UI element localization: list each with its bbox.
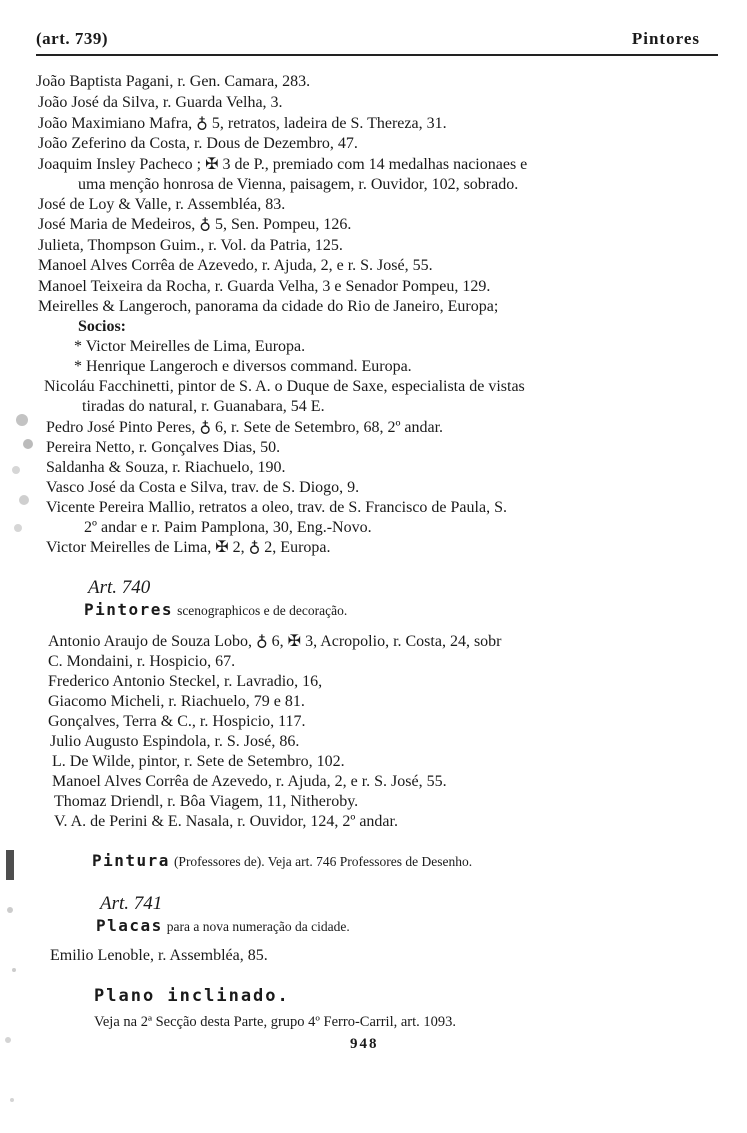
section-subtitle: para a nova numeração da cidade. <box>166 919 350 934</box>
list-item: Saldanha & Souza, r. Riachuelo, 190. <box>46 459 286 476</box>
article-label: Art. 740 <box>88 577 151 598</box>
list-item: Nicoláu Facchinetti, pintor de S. A. o Duque de Saxe, especialista de vistas <box>44 378 525 395</box>
list-item: uma menção honrosa de Vienna, paisagem, r. Ouvidor, 102, sobrado. <box>78 176 519 193</box>
list-item: * Victor Meirelles de Lima, Europa. <box>74 338 306 355</box>
list-item: Vicente Pereira Mallio, retratos a oleo, trav. de S. Francisco de Paula, S. <box>46 499 507 516</box>
list-item: Julieta, Thompson Guim., r. Vol. da Patria, 125. <box>38 237 343 254</box>
running-header <box>36 26 718 56</box>
list-item: * Henrique Langeroch e diversos command. Europa. <box>74 358 412 375</box>
section-title: Pintores <box>84 600 174 619</box>
margin-specks <box>0 400 40 550</box>
list-item: Gonçalves, Terra & C., r. Hospicio, 117. <box>48 713 306 730</box>
section-heading <box>84 600 347 619</box>
list-item: 2º andar e r. Paim Pamplona, 30, Eng.-Novo. <box>84 519 372 536</box>
list-item: Giacomo Micheli, r. Riachuelo, 79 e 81. <box>48 693 305 710</box>
header-title: Pintores <box>631 29 700 48</box>
header-article: (art. 739) <box>36 29 109 48</box>
section-title: Pintura <box>92 851 170 870</box>
list-item: Joaquim Insley Pacheco ; ✠ 3 de P., premiado com 14 medalhas nacionaes e <box>38 156 528 173</box>
section-subtitle: scenographicos e de decoração. <box>177 603 348 618</box>
list-item: João Zeferino da Costa, r. Dous de Dezembro, 47. <box>38 135 358 152</box>
list-item: Julio Augusto Espindola, r. S. José, 86. <box>50 733 300 750</box>
list-item: Pereira Netto, r. Gonçalves Dias, 50. <box>46 439 281 456</box>
list-item: Manoel Alves Corrêa de Azevedo, r. Ajuda, 2, e r. S. José, 55. <box>38 257 433 274</box>
list-item: V. A. de Perini & E. Nasala, r. Ouvidor, 124, 2º andar. <box>54 813 398 830</box>
list-item: Emilio Lenoble, r. Assembléa, 85. <box>50 947 268 964</box>
section-heading <box>92 851 472 870</box>
list-item: Vasco José da Costa e Silva, trav. de S. Diogo, 9. <box>46 479 360 496</box>
list-item: Meirelles & Langeroch, panorama da cidade do Rio de Janeiro, Europa; <box>38 298 499 315</box>
section-title: Plano inclinado. <box>94 986 290 1006</box>
list-item: Manoel Alves Corrêa de Azevedo, r. Ajuda, 2, e r. S. José, 55. <box>52 773 447 790</box>
list-item: Thomaz Driendl, r. Bôa Viagem, 11, Nitheroby. <box>54 793 359 810</box>
list-item: Socios: <box>78 318 126 335</box>
list-item: L. De Wilde, pintor, r. Sete de Setembro, 102. <box>52 753 345 770</box>
section-note: Veja na 2ª Secção desta Parte, grupo 4º Ferro-Carril, art. 1093. <box>94 1014 457 1030</box>
list-item: C. Mondaini, r. Hospicio, 67. <box>48 653 236 670</box>
list-item: Pedro José Pinto Peres, ♁ 6, r. Sete de Setembro, 68, 2º andar. <box>46 419 444 436</box>
article-label: Art. 741 <box>100 893 163 914</box>
list-item: Manoel Teixeira da Rocha, r. Guarda Velha, 3 e Senador Pompeu, 129. <box>38 278 491 295</box>
list-item: José de Loy & Valle, r. Assembléa, 83. <box>38 196 286 213</box>
list-item: Antonio Araujo de Souza Lobo, ♁ 6, ✠ 3, Acropolio, r. Costa, 24, sobr <box>48 633 502 650</box>
section-note: (Professores de). Veja art. 746 Professores de Desenho. <box>173 854 473 869</box>
list-item: Victor Meirelles de Lima, ✠ 2, ♁ 2, Europa. <box>46 539 331 556</box>
list-item: João Maximiano Mafra, ♁ 5, retratos, ladeira de S. Thereza, 31. <box>38 115 447 132</box>
list-item: Frederico Antonio Steckel, r. Lavradio, 16, <box>48 673 323 690</box>
list-item: João José da Silva, r. Guarda Velha, 3. <box>38 94 283 111</box>
list-item: tiradas do natural, r. Guanabara, 54 E. <box>82 398 325 415</box>
page-number: 948 <box>350 1036 379 1052</box>
section-title: Placas <box>96 916 163 935</box>
list-item: João Baptista Pagani, r. Gen. Camara, 283. <box>36 73 311 90</box>
section-heading <box>96 916 350 935</box>
margin-specks <box>0 840 26 1130</box>
list-item: José Maria de Medeiros, ♁ 5, Sen. Pompeu, 126. <box>38 216 352 233</box>
